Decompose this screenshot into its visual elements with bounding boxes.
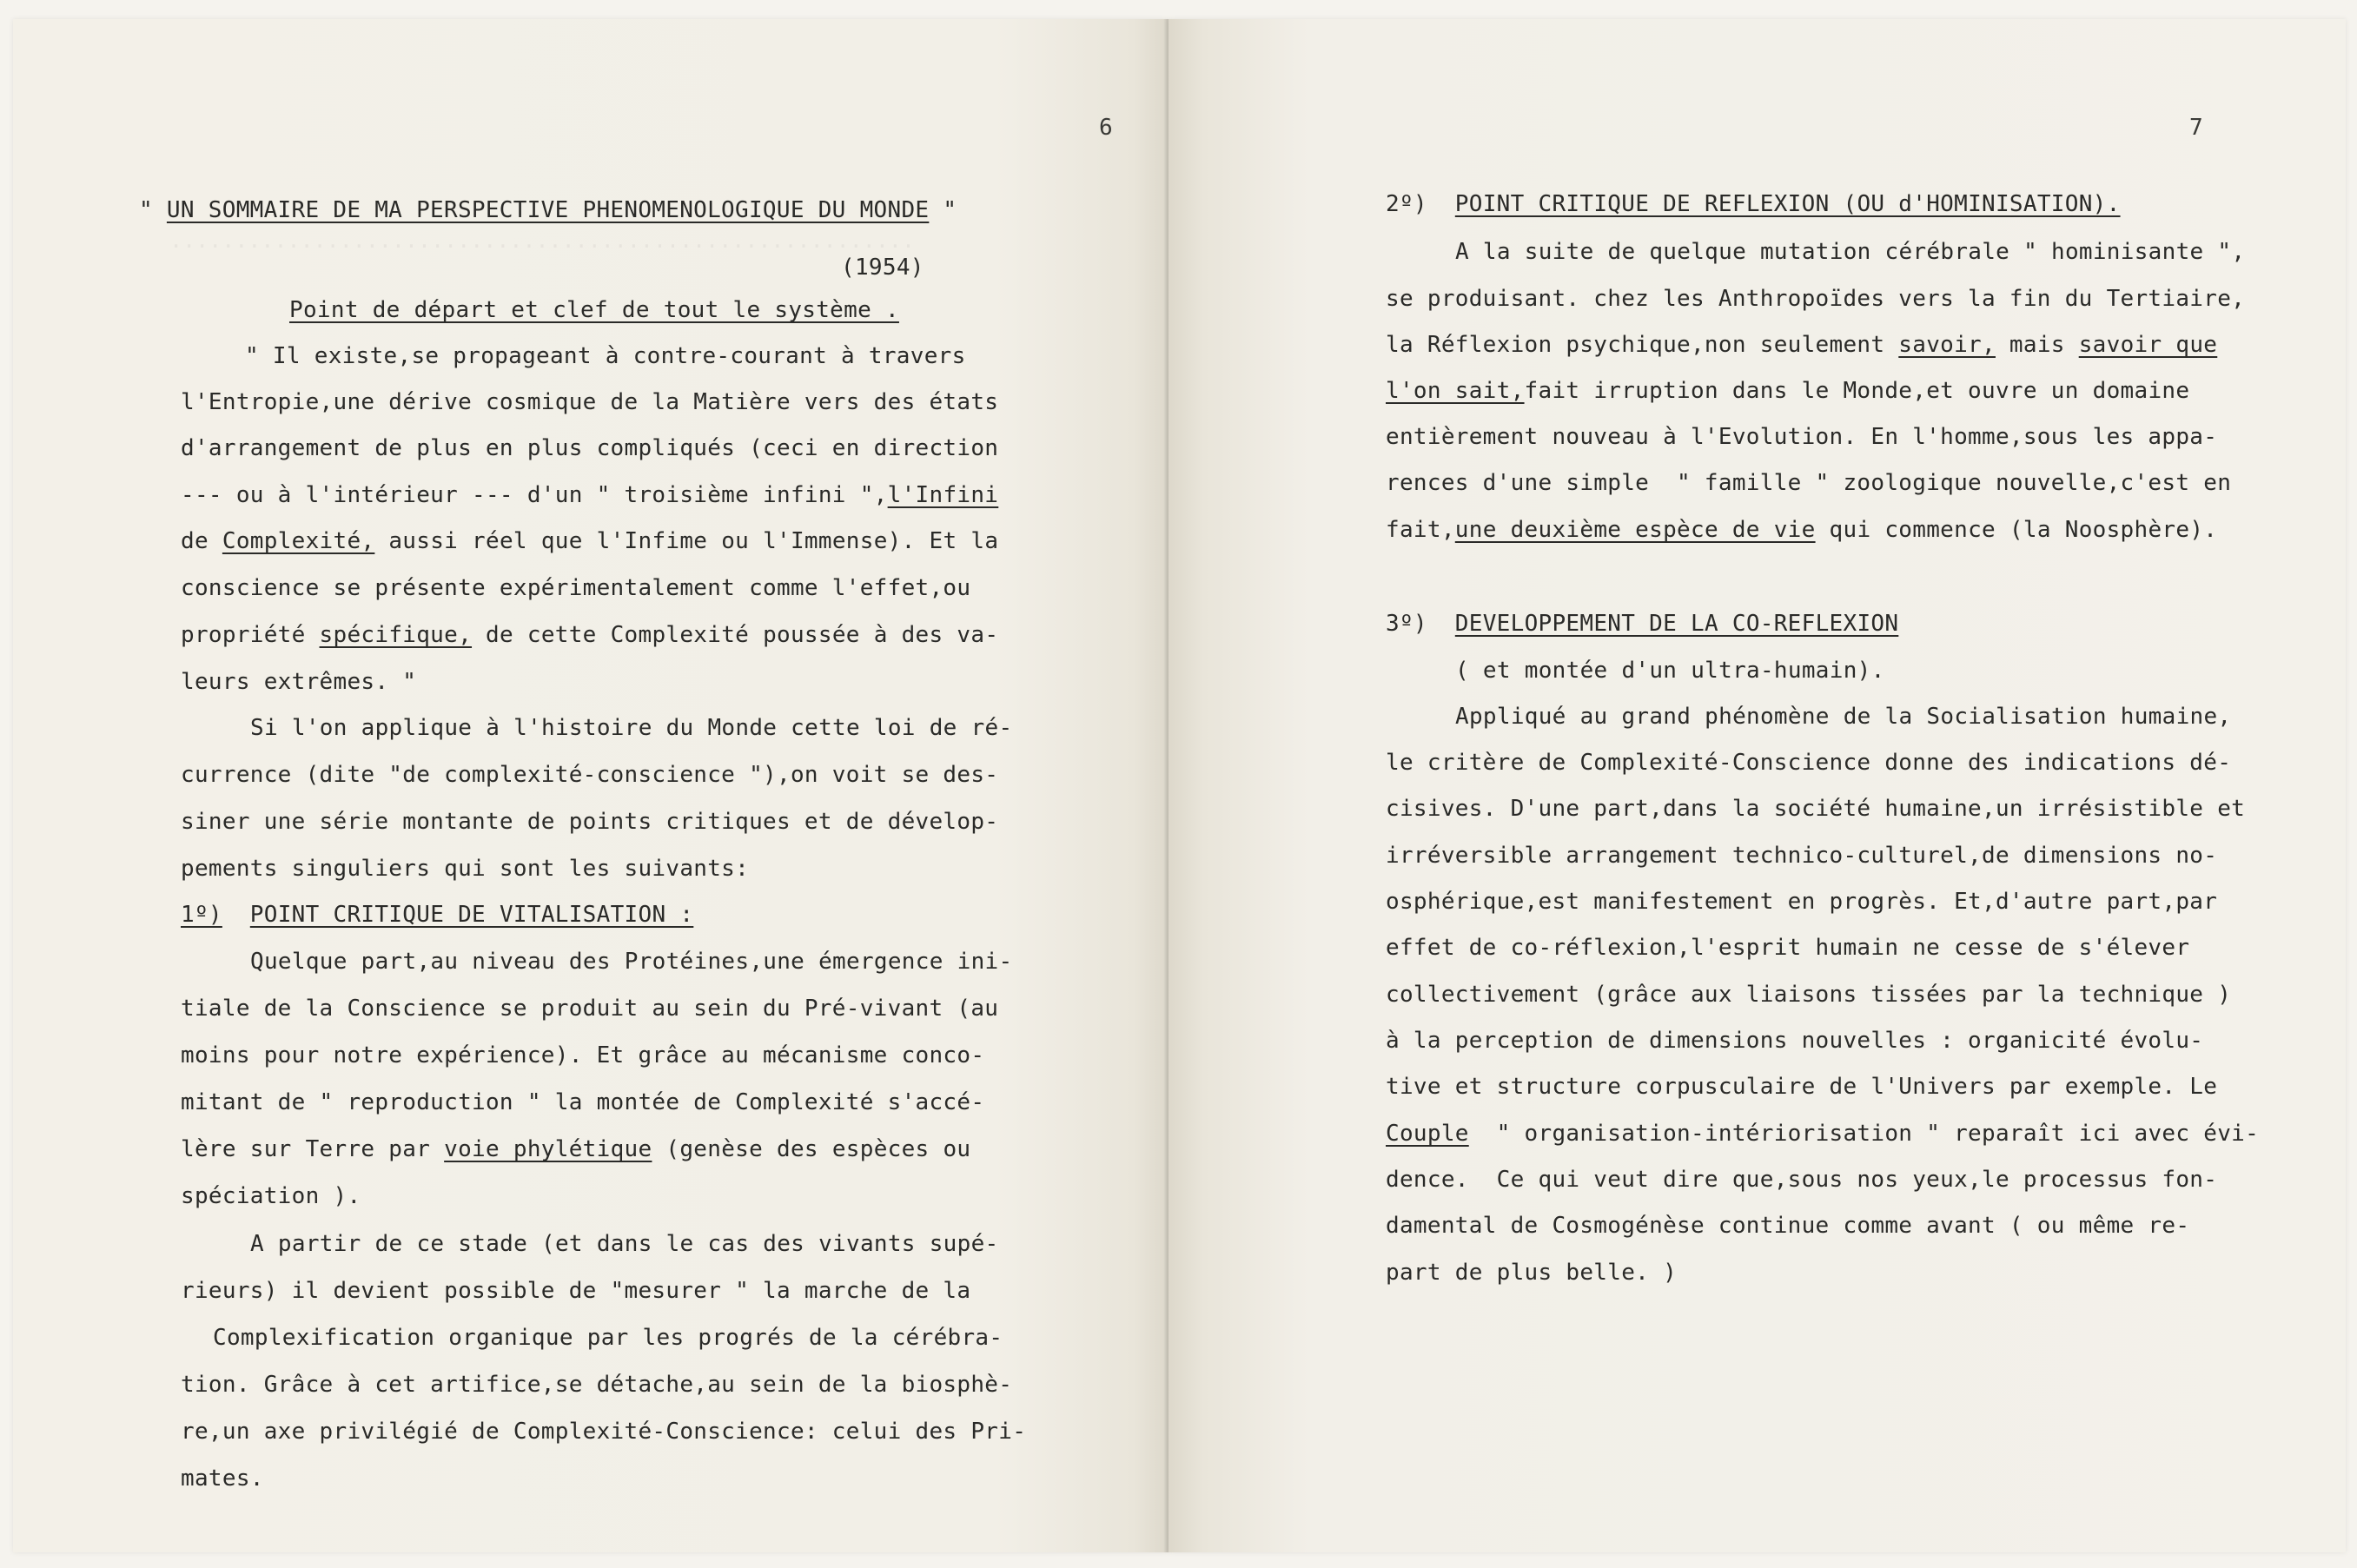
text-line: " Il existe,se propageant à contre-courant à travers [245,343,966,369]
text-line: collectivement (grâce aux liaisons tissées par la technique ) [1386,982,2232,1008]
text-line [1386,380,2189,402]
text-line: cisives. D'une part,dans la société humaine,un irrésistible et [1386,796,2246,822]
section-heading [1386,193,2121,215]
section-title: POINT CRITIQUE DE REFLEXION (OU d'HOMINISATION). [1454,191,2121,217]
section-number: 1º) [181,902,222,928]
underlined-term: savoir, [1898,332,1996,358]
text-line: tive et structure corpusculaire de l'Univers par exemple. Le [1386,1074,2218,1100]
text-segment: la Réflexion psychique,non seulement [1386,332,1899,358]
title-line [139,199,957,222]
text-line: se produisant. chez les Anthropoïdes vers la fin du Tertiaire, [1386,286,2246,312]
text-line: mates. [181,1465,264,1492]
text-line: pements singuliers qui sont les suivants: [181,856,750,882]
page-number: 7 [2189,115,2203,141]
text-line [181,1138,970,1161]
text-segment: --- ou à l'intérieur --- d'un " troisième infini ", [181,482,888,508]
text-line: entièrement nouveau à l'Evolution. En l'homme,sous les appa- [1386,424,2218,450]
section-title: DEVELOPPEMENT DE LA CO-REFLEXION [1454,611,1899,637]
underlined-term: l'Infini [887,482,999,508]
text-line: d'arrangement de plus en plus compliqués (ceci en direction [181,435,999,461]
text-line: osphérique,est manifestement en progrès. Et,d'autre part,par [1386,889,2218,915]
text-line: rieurs) il devient possible de "mesurer " la marche de la [181,1278,971,1304]
section-title: POINT CRITIQUE DE VITALISATION : [249,902,694,928]
text-line: part de plus belle. ) [1386,1260,1678,1286]
text-line: tiale de la Conscience se produit au sein du Pré-vivant (au [181,996,999,1022]
text-line: effet de co-réflexion,l'esprit humain ne cesse de s'élever [1386,935,2190,961]
text-segment: fait irruption dans le Monde,et ouvre un domaine [1524,378,2190,404]
text-segment: qui commence (la Noosphère). [1815,517,2218,543]
underlined-term: Complexité, [222,528,375,554]
text-line: dence. Ce qui veut dire que,sous nos yeux,le processus fon- [1386,1167,2218,1193]
text-segment: de cette Complexité poussée à des va- [472,622,999,648]
text-line: A partir de ce stade (et dans le cas des vivants supé- [250,1231,999,1257]
text-line: currence (dite "de complexité-conscience "),on voit se des- [181,762,999,788]
text-line [181,530,998,552]
section-heading [181,903,693,926]
text-line: ( et montée d'un ultra-humain). [1455,658,1885,684]
left-page [13,19,1169,1552]
underlined-term: une deuxième espèce de vie [1454,517,1816,543]
text-line: irréversible arrangement technico-culturel,de dimensions no- [1386,843,2218,869]
text-line: rences d'une simple " famille " zoologique nouvelle,c'est en [1386,470,2232,496]
text-line: spéciation ). [181,1183,361,1209]
text-line: le critère de Complexité-Conscience donne des indications dé- [1386,750,2232,776]
text-line: à la perception de dimensions nouvelles : organicité évolu- [1386,1028,2204,1054]
section-number: 3º) [1386,611,1427,637]
text-line: conscience se présente expérimentalement comme l'effet,ou [181,575,971,601]
section-heading [1386,612,1898,635]
text-segment: de [181,528,222,554]
text-line [1386,334,2217,356]
text-line: siner une série montante de points critiques et de dévelop- [181,809,999,835]
text-line [1386,1122,2259,1145]
text-line: Appliqué au grand phénomène de la Socialisation humaine, [1455,704,2232,730]
underlined-term: l'on sait, [1386,378,1525,404]
text-line: mitant de " reproduction " la montée de Complexité s'accé- [181,1089,985,1115]
text-line: A la suite de quelque mutation cérébrale " hominisante ", [1455,239,2246,265]
quote-open: " [139,197,167,223]
text-line [181,624,998,646]
bleed-through: ......................................................... [169,228,915,253]
text-line: re,un axe privilégié de Complexité-Conscience: celui des Pri- [181,1419,1027,1445]
text-segment: lère sur Terre par [181,1136,445,1162]
underlined-term: savoir que [2078,332,2218,358]
text-line [1386,519,2217,541]
year: (1954) [841,255,924,281]
text-line: damental de Cosmogénèse continue comme avant ( ou même re- [1386,1213,2190,1239]
text-line [181,484,998,506]
underlined-term: Couple [1386,1121,1469,1147]
right-page [1169,19,2346,1552]
text-line: moins pour notre expérience). Et grâce au mécanisme conco- [181,1042,985,1068]
text-line: tion. Grâce à cet artifice,se détache,au sein de la biosphè- [181,1372,1013,1398]
text-segment: aussi réel que l'Infime ou l'Immense). Et la [374,528,999,554]
page-number: 6 [1099,115,1113,141]
text-line: Quelque part,au niveau des Protéines,une émergence ini- [250,949,1013,975]
title: UN SOMMAIRE DE MA PERSPECTIVE PHENOMENOLOGIQUE DU MONDE [166,197,930,223]
text-line: Complexification organique par les progrés de la cérébra- [213,1325,1003,1351]
underlined-term: spécifique, [319,622,473,648]
text-line: l'Entropie,une dérive cosmique de la Matière vers des états [181,389,999,415]
subtitle: Point de départ et clef de tout le système . [289,297,899,323]
text-segment: mais [1995,332,2079,358]
underlined-term: voie phylétique [444,1136,652,1162]
quote-close: " [929,197,957,223]
text-segment: " organisation-intériorisation " reparaît ici avec évi- [1468,1121,2260,1147]
text-segment: fait, [1386,517,1455,543]
text-segment: (genèse des espèces ou [652,1136,971,1162]
text-segment: propriété [181,622,320,648]
section-number: 2º) [1386,191,1427,217]
text-line: Si l'on applique à l'histoire du Monde cette loi de ré- [250,715,1013,741]
text-line: leurs extrêmes. " [181,669,417,695]
